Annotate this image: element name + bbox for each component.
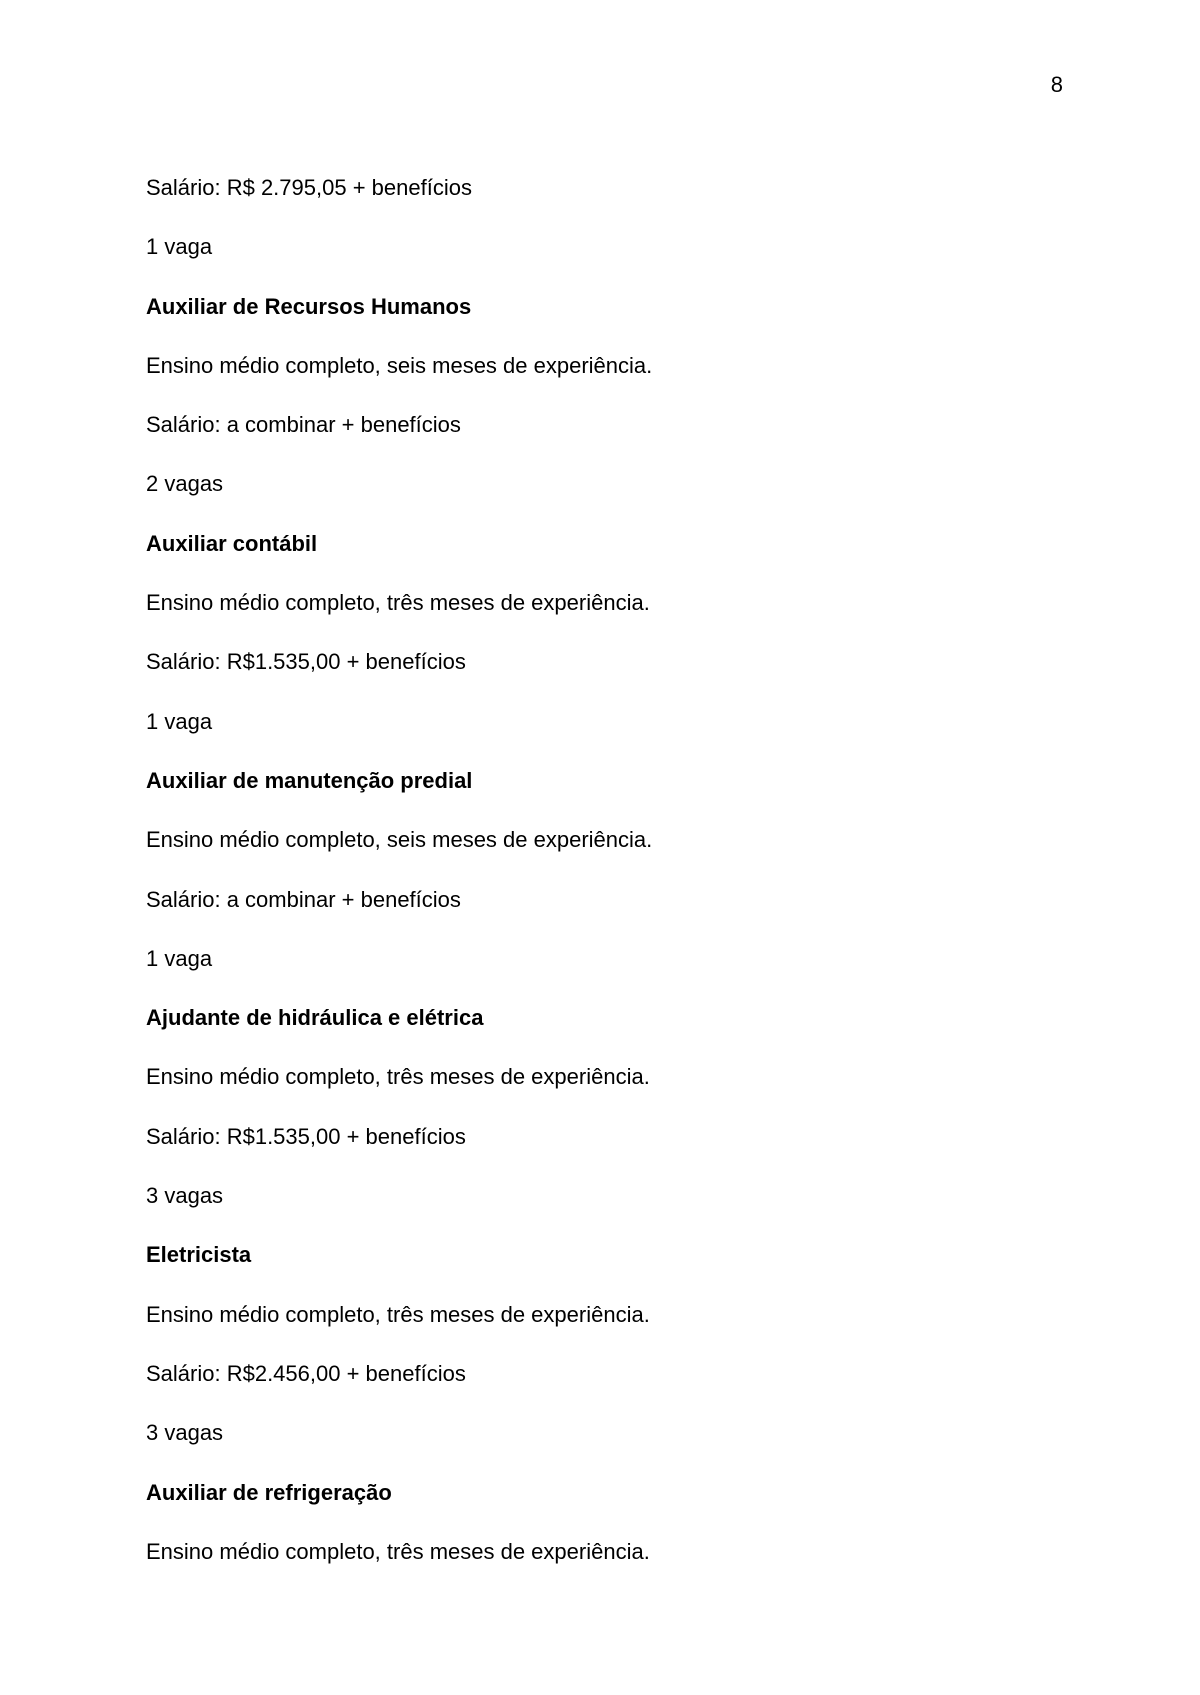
- vacancies-text: 1 vaga: [146, 234, 213, 260]
- job-title: Auxiliar de manutenção predial: [146, 767, 473, 793]
- job-vacancies: 3 vagas: [146, 1183, 224, 1209]
- job-vacancies: 3 vagas: [146, 1420, 224, 1446]
- job-salary: Salário: R$2.456,00 + benefícios: [146, 1360, 466, 1386]
- job-requirements: Ensino médio completo, seis meses de experiência.: [146, 827, 653, 853]
- document-body: [146, 175, 1066, 1598]
- job-title: Eletricista: [146, 1242, 252, 1268]
- job-salary: Salário: a combinar + benefícios: [146, 412, 461, 438]
- job-salary: Salário: R$1.535,00 + benefícios: [146, 649, 466, 675]
- job-requirements: Ensino médio completo, seis meses de experiência.: [146, 352, 653, 378]
- job-vacancies: 1 vaga: [146, 945, 213, 971]
- job-salary: Salário: a combinar + benefícios: [146, 886, 461, 912]
- job-requirements: Ensino médio completo, três meses de experiência.: [146, 1538, 650, 1564]
- salary-text: Salário: R$ 2.795,05 + benefícios: [146, 175, 472, 200]
- job-requirements: Ensino médio completo, três meses de experiência.: [146, 1301, 650, 1327]
- job-title: Ajudante de hidráulica e elétrica: [146, 1005, 484, 1031]
- job-vacancies: 2 vagas: [146, 471, 224, 497]
- job-title: Auxiliar contábil: [146, 530, 318, 556]
- job-requirements: Ensino médio completo, três meses de experiência.: [146, 1064, 650, 1090]
- job-title: Auxiliar de refrigeração: [146, 1479, 392, 1505]
- page-number: 8: [1050, 72, 1063, 97]
- job-requirements: Ensino médio completo, três meses de experiência.: [146, 590, 650, 616]
- job-salary: Salário: R$1.535,00 + benefícios: [146, 1123, 466, 1149]
- job-title: Auxiliar de Recursos Humanos: [146, 293, 472, 319]
- job-vacancies: 1 vaga: [146, 708, 213, 734]
